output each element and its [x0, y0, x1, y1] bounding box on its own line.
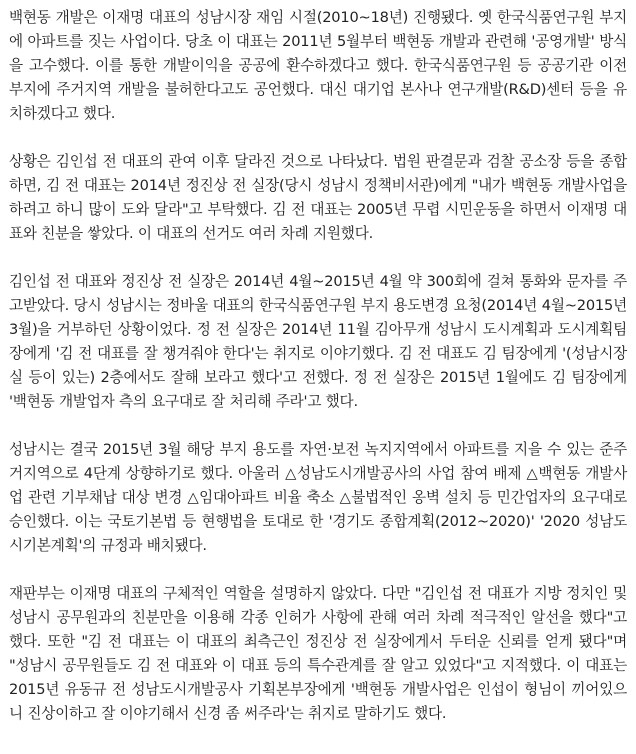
article-paragraph-5: 재판부는 이재명 대표의 구체적인 역할을 설명하지 않았다. 다만 "김인섭 전 대표가 지방 정치인 및 성남시 공무원과의 친분만을 이용해 각종 인허가 사항에 관해 여러 차례 적극적인 알선을 했다"고 했다. 또한 "김 전 대표는 이 대표의 최측근인 정진상 전 실장에게서 두터운 신뢰를 얻게 됐다"며 "성남시 공무원들도 김 전 대표와 이 대표 등의 특수관계를 잘 알고 있었다"고 지적했다. 이 대표는 2015년 유동규 전 성남도시개발공사 기획본부장에게 '백현동 개발사업은 인섭이 형님이 끼어있으니 진상이하고 잘 이야기해서 신경 좀 써주라'는 취지로 말하기도 했다.	[9, 585, 627, 722]
article-paragraph-2: 상황은 김인섭 전 대표의 관여 이후 달라진 것으로 나타났다. 법원 판결문과 검찰 공소장 등을 종합하면, 김 전 대표는 2014년 정진상 전 실장(당시 성남시 정책비서관)에게 "내가 백현동 개발사업을 하려고 하니 많이 도와 달라"고 부탁했다. 김 전 대표는 2005년 무렵 시민운동을 하면서 이재명 대표와 친분을 쌓았다. 이 대표의 선거도 여러 차례 지원했다.	[9, 153, 627, 242]
article-paragraph-1: 백현동 개발은 이재명 대표의 성남시장 재임 시절(2010~18년) 진행됐다. 옛 한국식품연구원 부지에 아파트를 짓는 사업이다. 당초 이 대표는 2011년 5월부터 백현동 개발과 관련해 '공영개발' 방식을 고수했다. 이를 통한 개발이익을 공공에 환수하겠다고 했다. 한국식품연구원 등 공공기관 이전 부지에 주거지역 개발을 불허한다고도 공언했다. 대신 대기업 본사나 연구개발(R&D)센터 등을 유치하겠다고 했다.	[9, 9, 627, 122]
article-paragraph-4: 성남시는 결국 2015년 3월 해당 부지 용도를 자연·보전 녹지지역에서 아파트를 지을 수 있는 준주거지역으로 4단계 상향하기로 했다. 아울러 △성남도시개발공사의 사업 참여 배제 △백현동 개발사업 관련 기부채납 대상 변경 △임대아파트 비율 축소 △불법적인 옹벽 설치 등 민간업자의 요구대로 승인했다. 이는 국토기본법 등 현행법을 토대로 한 '경기도 종합계획(2012~2020)' '2020 성남도시기본계획'의 규정과 배치됐다.	[9, 441, 627, 554]
article-paragraph-3: 김인섭 전 대표와 정진상 전 실장은 2014년 4월~2015년 4월 약 300회에 걸쳐 통화와 문자를 주고받았다. 당시 성남시는 정바울 대표의 한국식품연구원 부지 용도변경 요청(2014년 4월~2015년 3월)을 거부하던 상황이었다. 정 전 실장은 2014년 11월 김아무개 성남시 도시계획과 도시계획팀장에게 '김 전 대표를 잘 챙겨줘야 한다'는 취지로 이야기했다. 김 전 대표도 김 팀장에게 '(성남시장실 등이 있는) 2층에서도 잘해 보라고 했다'고 전했다. 정 전 실장은 2015년 1월에도 김 팀장에게 '백현동 개발업자 측의 요구대로 잘 처리해 주라'고 했다.	[9, 273, 627, 410]
